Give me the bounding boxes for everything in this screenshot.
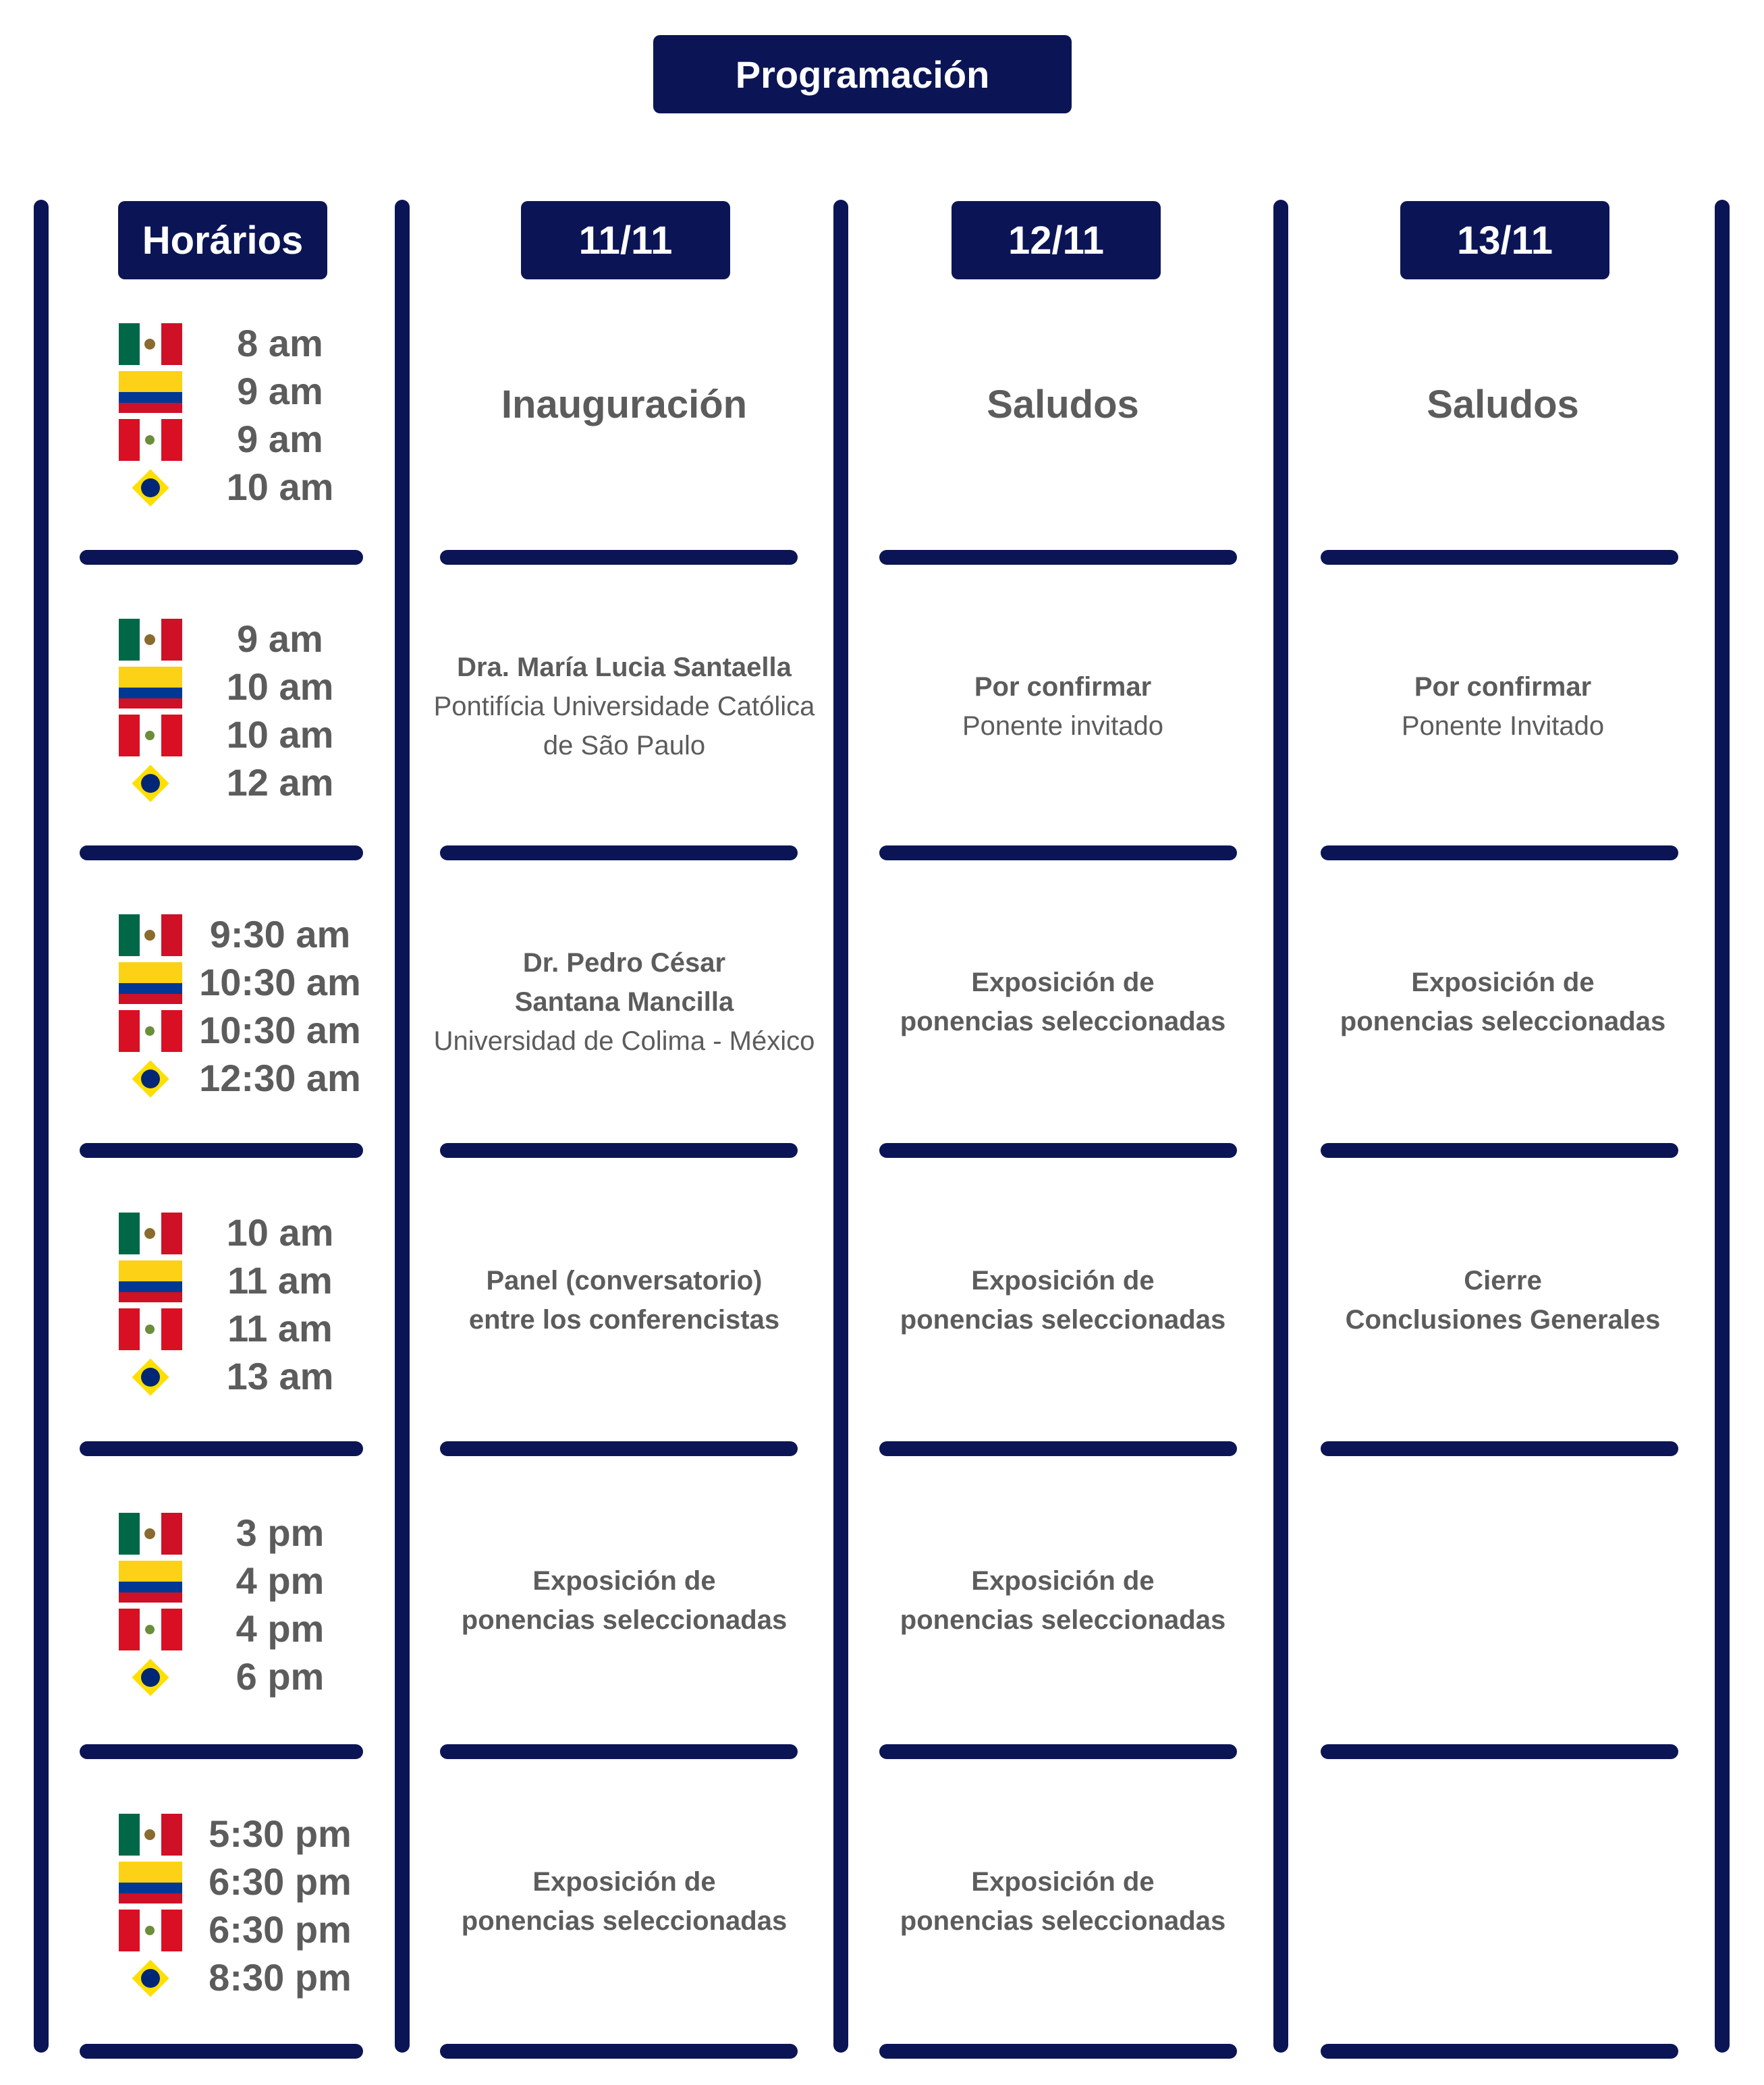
session-cell [854, 306, 1272, 502]
time-row [115, 615, 371, 663]
session-cell [415, 1202, 833, 1398]
time-row [115, 759, 371, 806]
session-detail-line: Pontifícia Universidade Católica [433, 692, 815, 721]
session-cell [415, 1503, 833, 1698]
session-title-line: Santana Mancilla [514, 987, 734, 1017]
peru-flag-icon [119, 1609, 182, 1650]
row-separator [879, 845, 1237, 860]
session-cell [415, 609, 833, 804]
row-separator [80, 845, 363, 860]
header-times: Horários [118, 201, 327, 279]
session-title-line: Dra. María Lucia Santaella [457, 652, 792, 682]
mexico-flag-icon [119, 619, 182, 661]
column-divider [833, 200, 848, 2053]
time-slot [115, 615, 371, 811]
row-separator [440, 845, 798, 860]
session-title-line: ponencias seleccionadas [461, 1605, 788, 1635]
time-slot [115, 1209, 371, 1405]
time-row [115, 1509, 371, 1557]
time-label: 10 am [226, 713, 334, 756]
row-separator [440, 550, 798, 565]
time-label: 11 am [227, 1259, 333, 1302]
time-row [115, 1653, 371, 1700]
header-day-2: 12/11 [952, 201, 1161, 279]
session-title-line: ponencias seleccionadas [900, 1906, 1226, 1936]
time-row [115, 1605, 371, 1652]
peru-flag-icon [119, 419, 182, 461]
session-cell [415, 1804, 833, 1999]
time-label: 4 pm [236, 1607, 325, 1650]
time-label: 6:30 pm [209, 1908, 352, 1951]
session-title-line: ponencias seleccionadas [461, 1906, 788, 1936]
peru-flag-icon [119, 1308, 182, 1350]
row-separator [879, 1441, 1237, 1456]
time-row [115, 1858, 371, 1906]
page-title: Programación [653, 35, 1072, 113]
session-title-line: Exposición de [971, 1566, 1155, 1596]
time-row [115, 320, 371, 367]
session-cell [854, 904, 1272, 1100]
column-divider [34, 200, 49, 2053]
time-label: 12:30 am [199, 1057, 361, 1099]
time-label: 4 pm [236, 1559, 325, 1602]
row-separator [879, 550, 1237, 565]
time-row [115, 1906, 371, 1953]
row-separator [440, 2044, 798, 2059]
time-label: 10:30 am [199, 961, 361, 1003]
peru-flag-icon [119, 1910, 182, 1951]
time-row [115, 711, 371, 758]
session-title-line: Conclusiones Generales [1345, 1305, 1661, 1335]
row-separator [80, 1143, 363, 1158]
time-row [115, 1305, 371, 1352]
time-slot [115, 1509, 371, 1705]
header-day-1: 11/11 [521, 201, 730, 279]
session-cell [1294, 306, 1712, 502]
column-divider [1715, 200, 1730, 2053]
session-cell [415, 306, 833, 502]
time-label: 9 am [237, 617, 323, 660]
row-separator [1321, 550, 1678, 565]
session-title: Saludos [987, 382, 1139, 426]
mexico-flag-icon [119, 1213, 182, 1254]
session-title-line: entre los conferencistas [468, 1305, 780, 1335]
time-label: 8:30 pm [209, 1956, 352, 1999]
row-separator [1321, 1441, 1678, 1456]
time-row [115, 1007, 371, 1054]
colombia-flag-icon [119, 1260, 182, 1302]
time-label: 9 am [237, 418, 323, 460]
row-separator [440, 1744, 798, 1759]
row-separator [1321, 1744, 1678, 1759]
session-detail-line: Universidad de Colima - México [433, 1026, 815, 1056]
time-label: 9:30 am [209, 913, 351, 955]
mexico-flag-icon [119, 1513, 182, 1555]
session-cell [854, 1804, 1272, 1999]
session-title-line: ponencias seleccionadas [900, 1305, 1226, 1335]
session-title-line: ponencias seleccionadas [900, 1605, 1226, 1635]
session-title-line: Exposición de [971, 1266, 1155, 1296]
time-row [115, 1055, 371, 1102]
time-label: 6 pm [236, 1655, 325, 1698]
session-detail-line: Ponente Invitado [1401, 711, 1605, 741]
time-label: 11 am [227, 1307, 333, 1350]
time-label: 10:30 am [199, 1009, 361, 1051]
row-separator [80, 1744, 363, 1759]
session-title-line: ponencias seleccionadas [900, 1007, 1226, 1036]
session-detail-line: Ponente invitado [962, 711, 1163, 741]
time-row [115, 1353, 371, 1400]
session-title-line: Exposición de [532, 1566, 716, 1596]
time-label: 5:30 pm [209, 1812, 352, 1855]
column-divider [1273, 200, 1288, 2053]
time-label: 10 am [226, 665, 334, 708]
colombia-flag-icon [119, 1862, 182, 1903]
session-cell [854, 609, 1272, 804]
time-row [115, 1257, 371, 1304]
colombia-flag-icon [119, 1561, 182, 1603]
time-slot [115, 320, 371, 516]
session-cell [854, 1202, 1272, 1398]
session-title-line: Exposición de [971, 1867, 1155, 1897]
session-cell [1294, 1202, 1712, 1398]
session-title-line: Cierre [1464, 1266, 1542, 1296]
mexico-flag-icon [119, 914, 182, 956]
session-cell [854, 1503, 1272, 1698]
time-row [115, 1557, 371, 1605]
session-title-line: Por confirmar [1414, 672, 1592, 702]
session-title-line: Dr. Pedro César [522, 948, 726, 978]
peru-flag-icon [119, 715, 182, 756]
session-title-line: Panel (conversatorio) [486, 1266, 763, 1296]
session-cell [415, 904, 833, 1100]
time-label: 12 am [226, 761, 334, 804]
time-row [115, 368, 371, 415]
time-label: 3 pm [236, 1511, 325, 1554]
session-title: Saludos [1427, 382, 1579, 426]
time-row [115, 416, 371, 463]
session-cell [1294, 609, 1712, 804]
session-cell [1294, 1804, 1712, 1999]
time-label: 10 am [226, 1211, 334, 1254]
session-title-line: ponencias seleccionadas [1340, 1007, 1666, 1036]
mexico-flag-icon [119, 1814, 182, 1856]
session-title: Inauguración [501, 382, 748, 426]
time-label: 10 am [226, 466, 334, 508]
session-cell [1294, 1503, 1712, 1698]
session-detail-line: de São Paulo [543, 731, 706, 760]
time-row [115, 663, 371, 711]
session-title-line: Exposición de [971, 968, 1155, 997]
time-slot [115, 1810, 371, 2006]
mexico-flag-icon [119, 323, 182, 365]
session-title-line: Exposición de [1411, 968, 1595, 997]
time-label: 13 am [226, 1355, 334, 1397]
header-day-3: 13/11 [1400, 201, 1609, 279]
peru-flag-icon [119, 1010, 182, 1052]
row-separator [1321, 2044, 1678, 2059]
time-row [115, 959, 371, 1006]
row-separator [80, 1441, 363, 1456]
time-row [115, 1209, 371, 1256]
row-separator [440, 1441, 798, 1456]
time-label: 6:30 pm [209, 1860, 352, 1903]
row-separator [80, 2044, 363, 2059]
colombia-flag-icon [119, 371, 182, 413]
time-label: 9 am [237, 370, 323, 412]
session-title-line: Exposición de [532, 1867, 716, 1897]
time-row [115, 911, 371, 958]
session-cell [1294, 904, 1712, 1100]
time-label: 8 am [237, 322, 323, 364]
column-divider [395, 200, 410, 2053]
time-row [115, 1954, 371, 2001]
colombia-flag-icon [119, 667, 182, 708]
row-separator [879, 1744, 1237, 1759]
colombia-flag-icon [119, 962, 182, 1004]
row-separator [80, 550, 363, 565]
row-separator [1321, 1143, 1678, 1158]
time-slot [115, 911, 371, 1107]
row-separator [440, 1143, 798, 1158]
session-title-line: Por confirmar [974, 672, 1152, 702]
row-separator [879, 2044, 1237, 2059]
row-separator [1321, 845, 1678, 860]
row-separator [879, 1143, 1237, 1158]
time-row [115, 464, 371, 511]
time-row [115, 1810, 371, 1858]
